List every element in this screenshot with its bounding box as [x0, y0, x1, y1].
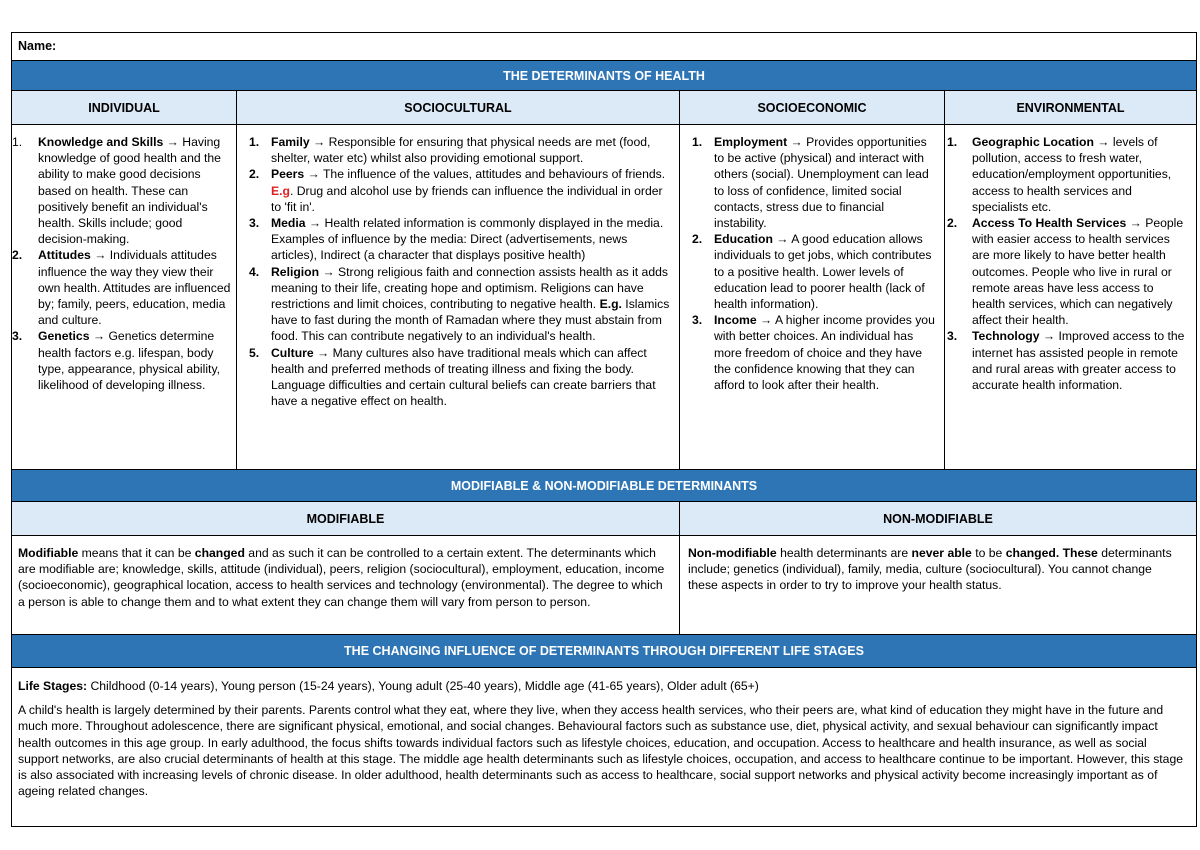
modifiable-header — [12, 502, 679, 535]
list-item: 3. Genetics → Genetics determine health factors e.g. lifespan, body type, appearance, physical ability, likelihood of developing illness. — [12, 329, 221, 393]
life-stages-list: Childhood (0-14 years), Young person (15-24 years), Young adult (25-40 years), Middle age (41-65 years), Older adult (65+) — [87, 679, 759, 693]
individual-header-label: INDIVIDUAL — [88, 100, 160, 115]
sociocultural-header-label: SOCIOCULTURAL — [404, 100, 512, 115]
modifiable-section-title: MODIFIABLE & NON-MODIFIABLE DETERMINANTS — [450, 478, 758, 493]
column-content-row — [12, 124, 1196, 469]
list-item: 2. Access To Health Services → People with easier access to health services are more likely to have better health outcomes. People who live in rural or remote areas have less access to health services, which can negatively affect their health. — [947, 216, 1184, 328]
life-stages-band — [12, 634, 1196, 667]
list-item: 1. Knowledge and Skills → Having knowledge of good health and the ability to make good decisions based on health. These can positively benefit an individual's health. Skills include; good decision-making. — [12, 135, 221, 247]
individual-column — [12, 125, 236, 469]
list-item: 3. Income → A higher income provides you with better choices. An individual has more freedom of choice and they have the confidence knowing that they can afford to look after their health. — [692, 313, 935, 393]
non-modifiable-header — [679, 502, 1196, 535]
column-header-row — [12, 90, 1196, 124]
socioeconomic-header-label: SOCIOECONOMIC — [757, 100, 867, 115]
life-stages-content — [12, 667, 1196, 826]
life-stages-title: THE CHANGING INFLUENCE OF DETERMINANTS THROUGH DIFFERENT LIFE STAGES — [344, 644, 864, 658]
list-item: 1. Geographic Location → levels of pollution, access to fresh water, education/employment opportunities, access to health services and specialists etc. — [947, 135, 1172, 214]
list-item: 2. Attitudes → Individuals attitudes influence the way they view their own health. Attitudes are influenced by; family, peers, education, media and culture. — [12, 248, 231, 328]
determinants-sheet — [11, 32, 1197, 827]
environmental-header-label: ENVIRONMENTAL — [1016, 100, 1125, 115]
sociocultural-list — [249, 134, 673, 409]
list-item: 5. Culture → Many cultures also have traditional meals which can affect health and preferred methods of treating illness and fixing the body. Language difficulties and certain cultural beliefs can create barriers that have a negative effect on health. — [249, 345, 656, 409]
socioeconomic-list — [692, 134, 938, 393]
list-item: 3. Technology → Improved access to the internet has assisted people in remote and rural areas with greater access to accurate health information. — [947, 329, 1185, 393]
name-label: Name: — [18, 39, 57, 53]
list-item: 1. Family → Responsible for ensuring that physical needs are met (food, shelter, water etc) whilst also providing emotional support. — [249, 135, 651, 166]
list-item: 3. Media → Health related information is commonly displayed in the media. Examples of influence by the media: Direct (advertisements, news articles), Indirect (a character that displays positive health) — [249, 216, 664, 263]
environmental-header — [944, 91, 1196, 124]
eg-marker: E.g — [271, 183, 290, 198]
modifiable-header-label: MODIFIABLE — [306, 511, 385, 526]
title-band — [12, 60, 1196, 90]
list-item: 2. Education → A good education allows individuals to get jobs, which contributes to a positive health. Lower levels of education lead to poorer health (lack of health information). — [692, 232, 932, 312]
list-item: 2. Peers → The influence of the values, attitudes and behaviours of friends. E.g. Drug and alcohol use by friends can influence the individual in order to 'fit in'. — [249, 167, 666, 214]
page-title: THE DETERMINANTS OF HEALTH — [503, 68, 705, 83]
socioeconomic-column — [679, 125, 944, 469]
environmental-column — [944, 125, 1196, 469]
modifiable-band — [12, 469, 1196, 501]
list-item: 1. Employment → Provides opportunities to be active (physical) and interact with others (social). Unemployment can lead to loss of confidence, limited social contacts, stress due to financial instability. — [692, 135, 929, 231]
individual-list — [12, 134, 232, 393]
life-stages-label: Life Stages: — [18, 679, 88, 693]
socioeconomic-header — [679, 91, 944, 124]
modifiable-content-row — [12, 535, 1196, 634]
list-item: 4. Religion → Strong religious faith and connection assists health as it adds meaning to their life, creating hope and optimism. Religions can have restrictions and limit choices, contributing to negative health. E.g. Islamics have to fast during the month of Ramadan where they must abstain from food. This can contribute negatively to an individual's health. — [249, 264, 670, 344]
sociocultural-column — [236, 125, 679, 469]
modifiable-text: Modifiable means that it can be changed and as such it can be controlled to a certain extent. The determinants which are modifiable are; knowledge, skills, attitude (individual), peers, religion (sociocultural), employment, education, income (socioeconomic), geographical location, access to health services and technology (environmental). The degree to which a person is able to change them and to what extent they can change them will vary from person to person. — [18, 546, 665, 609]
life-stages-paragraph: A child's health is largely determined by their parents. Parents control what they eat, where they live, when they access health services, who their peers are, what kind of education they might have in the future and much more. Throughout adolescence, there are significant physical, emotional, and social changes. Behavioural factors such as substance use, diet, physical activity, and sexual behaviour can significantly impact health outcomes in this age group. In early adulthood, the focus shifts towards individual factors such as lifestyle choices, education, and occupation. Access to healthcare and health insurance, as well as social support networks, are also crucial determinants of health at this stage. The middle age health determinants such as lifestyle choices, occupation, and access to healthcare continue to be important. However, this stage is also associated with increasing levels of chronic disease. In older adulthood, health determinants such as access to healthcare, social support networks and physical activity become increasingly important as of ageing related changes. — [18, 703, 1184, 799]
modifiable-header-row — [12, 501, 1196, 535]
non-modifiable-text: Non-modifiable health determinants are never able to be changed. These determinants include; genetics (individual), family, media, culture (sociocultural). You cannot change these aspects in order to try to improve your health status. — [679, 536, 1196, 634]
sociocultural-header — [236, 91, 679, 124]
environmental-list — [945, 134, 1190, 393]
life-stages-line — [18, 678, 1188, 694]
non-modifiable-header-label: NON-MODIFIABLE — [883, 511, 993, 526]
name-row — [12, 33, 1196, 60]
individual-header — [12, 91, 236, 124]
